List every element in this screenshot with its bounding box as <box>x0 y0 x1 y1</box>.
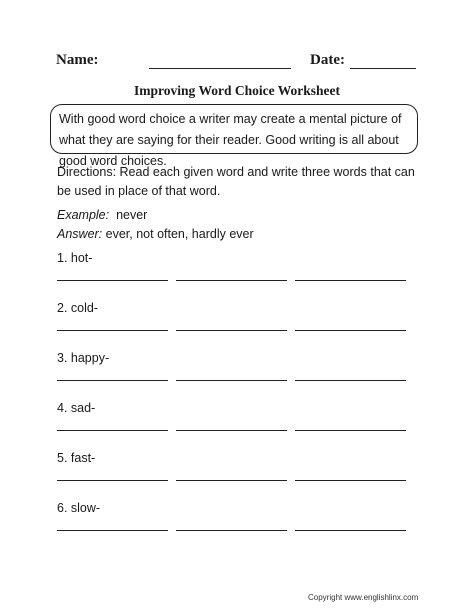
exercise-item <box>57 250 417 266</box>
exercise-item <box>57 400 417 416</box>
answer-lines <box>57 330 417 332</box>
answer-blank-line <box>57 330 168 331</box>
answer-lines <box>57 380 417 382</box>
answer-blank-line <box>57 480 168 481</box>
answer-blank-line <box>57 530 168 531</box>
exercise-word: 5. fast- <box>57 451 96 465</box>
exercise-item <box>57 350 417 366</box>
intro-text: With good word choice a writer may create a mental picture of what they are saying for their reader. Good writing is all about good word choices. <box>59 112 402 168</box>
answer-blank-line <box>57 380 168 381</box>
example-label: Example: <box>57 208 110 222</box>
answer-blank-line <box>176 380 287 381</box>
answer-blank-line <box>295 380 406 381</box>
exercise-word: 2. cold- <box>57 301 98 315</box>
answer-lines <box>57 280 417 282</box>
date-blank-line <box>350 68 416 69</box>
name-label: Name: <box>56 52 99 68</box>
worksheet-header <box>56 52 416 74</box>
answer-blank-line <box>57 280 168 281</box>
answer-blank-line <box>295 480 406 481</box>
answer-blank-line <box>176 480 287 481</box>
exercise-word: 1. hot- <box>57 251 93 265</box>
exercise-item <box>57 500 417 516</box>
answer-blank-line <box>176 430 287 431</box>
copyright-text: Copyright www.englishlinx.com <box>308 593 419 602</box>
answer-blank-line <box>295 330 406 331</box>
worksheet-title: Improving Word Choice Worksheet <box>134 83 340 98</box>
answer-blank-line <box>176 280 287 281</box>
example-line <box>57 206 147 225</box>
answer-label: Answer: <box>57 227 103 241</box>
exercise-word: 3. happy- <box>57 351 110 365</box>
exercise-word: 6. slow- <box>57 501 101 515</box>
answer-blank-line <box>176 530 287 531</box>
answer-lines <box>57 530 417 532</box>
exercise-item <box>57 450 417 466</box>
example-word: never <box>116 208 148 222</box>
answer-line <box>57 225 254 244</box>
directions-text: Directions: Read each given word and write three words that can be used in place of that word. <box>57 165 415 198</box>
name-blank-line <box>149 68 291 69</box>
answer-blank-line <box>57 430 168 431</box>
answer-lines <box>57 430 417 432</box>
answer-blank-line <box>295 530 406 531</box>
answer-blank-line <box>295 280 406 281</box>
answer-lines <box>57 480 417 482</box>
intro-box <box>50 104 418 168</box>
exercise-item <box>57 300 417 316</box>
answer-blank-line <box>295 430 406 431</box>
answer-blank-line <box>176 330 287 331</box>
date-label: Date: <box>310 52 345 68</box>
answer-text: ever, not often, hardly ever <box>105 227 254 241</box>
exercise-word: 4. sad- <box>57 401 96 415</box>
